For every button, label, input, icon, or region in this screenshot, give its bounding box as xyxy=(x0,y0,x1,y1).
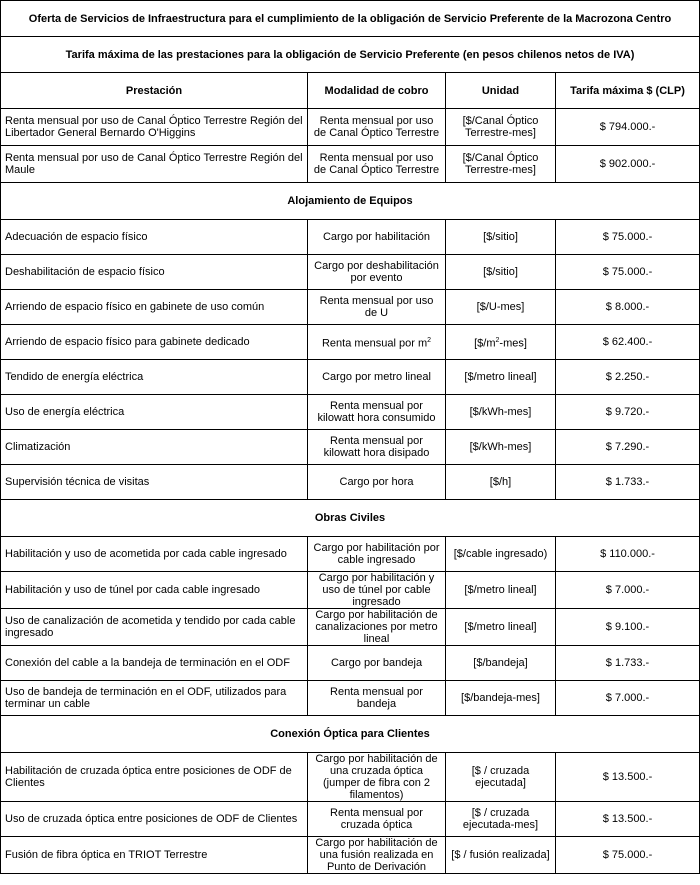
section-title-alojamiento: Alojamiento de Equipos xyxy=(1,183,700,220)
table-row xyxy=(1,609,700,646)
cell-modalidad: Cargo por habilitación y uso de túnel por cable ingresado xyxy=(308,572,446,609)
cell-prestacion: Uso de cruzada óptica entre posiciones de ODF de Clientes xyxy=(1,802,308,837)
section-row xyxy=(1,183,700,220)
table-row xyxy=(1,753,700,802)
cell-unidad: [$/bandeja-mes] xyxy=(446,681,556,716)
cell-modalidad: Cargo por habilitación de una fusión realizada en Punto de Derivación xyxy=(308,837,446,874)
table-row xyxy=(1,360,700,395)
title-row xyxy=(1,1,700,37)
cell-unidad: [$/kWh-mes] xyxy=(446,395,556,430)
subtitle-row xyxy=(1,37,700,73)
cell-unidad: [$ / fusión realizada] xyxy=(446,837,556,874)
cell-modalidad: Cargo por habilitación de una cruzada óptica (jumper de fibra con 2 filamentos) xyxy=(308,753,446,802)
cell-modalidad: Cargo por metro lineal xyxy=(308,360,446,395)
cell-tarifa: $ 8.000.- xyxy=(556,290,700,325)
cell-modalidad: Renta mensual por kilowatt hora consumido xyxy=(308,395,446,430)
cell-prestacion: Conexión del cable a la bandeja de terminación en el ODF xyxy=(1,646,308,681)
cell-unidad: [$/U-mes] xyxy=(446,290,556,325)
cell-unidad: [$ / cruzada ejecutada] xyxy=(446,753,556,802)
cell-prestacion: Habilitación y uso de túnel por cada cable ingresado xyxy=(1,572,308,609)
section-row xyxy=(1,716,700,753)
table-row xyxy=(1,430,700,465)
cell-tarifa: $ 62.400.- xyxy=(556,325,700,360)
cell-modalidad: Renta mensual por bandeja xyxy=(308,681,446,716)
cell-prestacion: Uso de bandeja de terminación en el ODF, utilizados para terminar un cable xyxy=(1,681,308,716)
cell-unidad: [$/metro lineal] xyxy=(446,360,556,395)
unidad-suffix: -mes] xyxy=(499,337,527,350)
header-unidad: Unidad xyxy=(446,73,556,109)
cell-tarifa: $ 9.100.- xyxy=(556,609,700,646)
section-title-obras: Obras Civiles xyxy=(1,500,700,537)
cell-modalidad: Cargo por habilitación por cable ingresado xyxy=(308,537,446,572)
cell-tarifa: $ 2.250.- xyxy=(556,360,700,395)
cell-unidad: [$/h] xyxy=(446,465,556,500)
cell-modalidad: Renta mensual por uso de U xyxy=(308,290,446,325)
table-row xyxy=(1,537,700,572)
modalidad-text: Renta mensual por m xyxy=(321,337,428,350)
cell-prestacion: Deshabilitación de espacio físico xyxy=(1,255,308,290)
cell-unidad: [$/bandeja] xyxy=(446,646,556,681)
cell-tarifa: $ 7.000.- xyxy=(556,572,700,609)
cell-prestacion: Renta mensual por uso de Canal Óptico Terrestre Región del Maule xyxy=(1,146,308,183)
cell-tarifa: $ 9.720.- xyxy=(556,395,700,430)
cell-modalidad xyxy=(308,325,446,360)
section-row xyxy=(1,500,700,537)
table-row xyxy=(1,681,700,716)
cell-modalidad: Renta mensual por cruzada óptica xyxy=(308,802,446,837)
cell-unidad: [$/Canal Óptico Terrestre-mes] xyxy=(446,109,556,146)
cell-prestacion: Habilitación de cruzada óptica entre posiciones de ODF de Clientes xyxy=(1,753,308,802)
section-title-conexion: Conexión Óptica para Clientes xyxy=(1,716,700,753)
cell-prestacion: Uso de canalización de acometida y tendido por cada cable ingresado xyxy=(1,609,308,646)
cell-modalidad: Renta mensual por uso de Canal Óptico Terrestre xyxy=(308,109,446,146)
cell-unidad: [$ / cruzada ejecutada-mes] xyxy=(446,802,556,837)
cell-tarifa: $ 110.000.- xyxy=(556,537,700,572)
cell-unidad: [$/sitio] xyxy=(446,220,556,255)
table-row xyxy=(1,325,700,360)
table-row xyxy=(1,465,700,500)
cell-modalidad: Cargo por habilitación de canalizaciones por metro lineal xyxy=(308,609,446,646)
cell-tarifa: $ 7.000.- xyxy=(556,681,700,716)
cell-tarifa: $ 75.000.- xyxy=(556,220,700,255)
superscript: 2 xyxy=(495,336,500,344)
cell-prestacion: Arriendo de espacio físico para gabinete dedicado xyxy=(1,325,308,360)
superscript: 2 xyxy=(427,336,432,344)
table-row xyxy=(1,646,700,681)
cell-tarifa: $ 794.000.- xyxy=(556,109,700,146)
cell-prestacion: Uso de energía eléctrica xyxy=(1,395,308,430)
cell-tarifa: $ 1.733.- xyxy=(556,465,700,500)
header-prestacion: Prestación xyxy=(1,73,308,109)
cell-prestacion: Tendido de energía eléctrica xyxy=(1,360,308,395)
cell-modalidad: Renta mensual por uso de Canal Óptico Terrestre xyxy=(308,146,446,183)
table-row xyxy=(1,395,700,430)
header-tarifa: Tarifa máxima $ (CLP) xyxy=(556,73,700,109)
cell-modalidad: Renta mensual por kilowatt hora disipado xyxy=(308,430,446,465)
table-row xyxy=(1,572,700,609)
cell-modalidad: Cargo por bandeja xyxy=(308,646,446,681)
cell-modalidad: Cargo por habilitación xyxy=(308,220,446,255)
header-modalidad: Modalidad de cobro xyxy=(308,73,446,109)
cell-tarifa: $ 902.000.- xyxy=(556,146,700,183)
unidad-text: [$/m xyxy=(474,337,496,350)
cell-tarifa: $ 1.733.- xyxy=(556,646,700,681)
table-row xyxy=(1,255,700,290)
cell-prestacion: Arriendo de espacio físico en gabinete de uso común xyxy=(1,290,308,325)
cell-unidad xyxy=(446,325,556,360)
cell-prestacion: Fusión de fibra óptica en TRIOT Terrestre xyxy=(1,837,308,874)
cell-unidad: [$/kWh-mes] xyxy=(446,430,556,465)
table-row xyxy=(1,220,700,255)
cell-unidad: [$/sitio] xyxy=(446,255,556,290)
document-subtitle: Tarifa máxima de las prestaciones para la obligación de Servicio Preferente (en pesos chilenos netos de IVA) xyxy=(1,37,700,73)
cell-prestacion: Habilitación y uso de acometida por cada cable ingresado xyxy=(1,537,308,572)
cell-modalidad: Cargo por hora xyxy=(308,465,446,500)
cell-tarifa: $ 75.000.- xyxy=(556,837,700,874)
cell-prestacion: Renta mensual por uso de Canal Óptico Terrestre Región del Libertador General Bernardo O'Higgins xyxy=(1,109,308,146)
cell-prestacion: Adecuación de espacio físico xyxy=(1,220,308,255)
table-row xyxy=(1,146,700,183)
table-row xyxy=(1,109,700,146)
cell-unidad: [$/cable ingresado) xyxy=(446,537,556,572)
cell-tarifa: $ 13.500.- xyxy=(556,753,700,802)
cell-prestacion: Climatización xyxy=(1,430,308,465)
header-row xyxy=(1,73,700,109)
table-row xyxy=(1,802,700,837)
cell-tarifa: $ 7.290.- xyxy=(556,430,700,465)
cell-modalidad: Cargo por deshabilitación por evento xyxy=(308,255,446,290)
cell-prestacion: Supervisión técnica de visitas xyxy=(1,465,308,500)
cell-unidad: [$/metro lineal] xyxy=(446,609,556,646)
cell-unidad: [$/Canal Óptico Terrestre-mes] xyxy=(446,146,556,183)
cell-tarifa: $ 75.000.- xyxy=(556,255,700,290)
table-row xyxy=(1,290,700,325)
document-title: Oferta de Servicios de Infraestructura para el cumplimiento de la obligación de Servicio Preferente de la Macrozona Centro xyxy=(1,1,700,37)
cell-tarifa: $ 13.500.- xyxy=(556,802,700,837)
cell-unidad: [$/metro lineal] xyxy=(446,572,556,609)
table-row xyxy=(1,837,700,874)
